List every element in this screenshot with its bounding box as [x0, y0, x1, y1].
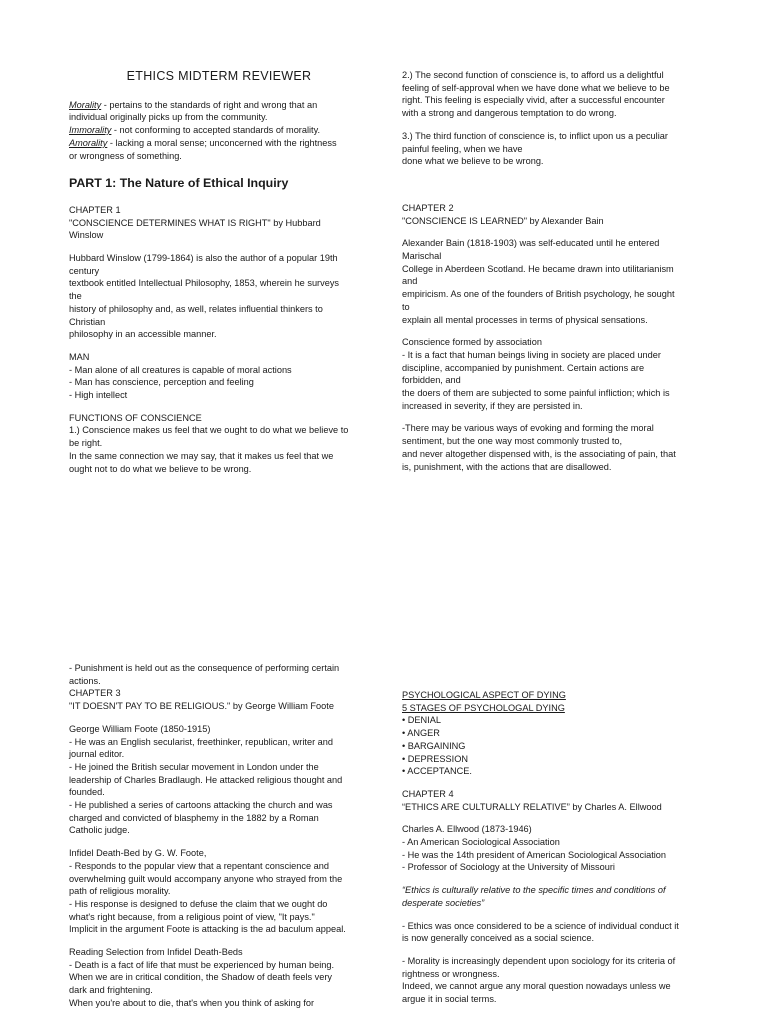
punishment-line: - Punishment is held out as the consequence of performing certain actions.	[69, 663, 340, 686]
definition-morality-text: - pertains to the standards of right and wrong that an individual originally picks up from the community.	[69, 99, 318, 123]
stages-heading: 5 STAGES OF PSYCHOLOGAL DYING	[402, 702, 565, 713]
association-section: Conscience formed by association - It is a fact that human beings living in society are placed under discipline, accompanied by punishment. Certain actions are forbidden, and the doers of them are subjected to some painful infliction; which is increased in severity, if they are persisted in.	[402, 337, 670, 411]
second-function: 2.) The second function of conscience is, to afford us a delightful feeling of self-approval when we have done what we believe to be right. This feeling is especially vivid, after a successful encounter with a strong and dangerous temptation to do wrong.	[402, 70, 670, 119]
reading-section: Reading Selection from Infidel Death-Beds - Death is a fact of life that must be experienced by human being. When we are in critical condition, the Shadow of death feels very dark and frightening. When you're about to die, that's when you think of asking for	[69, 947, 335, 1008]
stage-item: • ACCEPTANCE.	[402, 766, 472, 777]
chapter4-heading: CHAPTER 4 “ETHICS ARE CULTURALLY RELATIVE” by Charles A. Ellwood	[402, 788, 662, 812]
stage-item: • ANGER	[402, 728, 440, 739]
page2-right-column	[402, 689, 698, 1006]
chapter1-bio: Hubbard Winslow (1799-1864) is also the author of a popular 19th century textbook entitled Intellectual Philosophy, 1853, wherein he surveys the history of philosophy and, as well, relates influential thinkers to Christian philosophy in an accessible manner.	[69, 253, 340, 340]
stage-item: • DEPRESSION	[402, 753, 469, 764]
stage-item: • DENIAL	[402, 715, 441, 726]
dying-heading: PSYCHOLOGICAL ASPECT OF DYING	[402, 690, 566, 700]
chapter1-heading: CHAPTER 1 "CONSCIENCE DETERMINES WHAT IS RIGHT" by Hubbard Winslow	[69, 204, 321, 241]
page1-left-column	[69, 70, 369, 475]
page1-right-column	[402, 69, 694, 473]
term-amorality: Amorality	[69, 137, 108, 148]
infidel-section: Infidel Death-Bed by G. W. Foote, - Responds to the popular view that a repentant conscience and overwhelming guilt would accompany anyone who strayed from the path of religious morality. - His response is designed to defuse the claim that we ought do what's right because, from a religious point of view, "It pays." Implicit in the argument Foote is attacking is the ad baculum appeal.	[69, 848, 346, 935]
functions-section: FUNCTIONS OF CONSCIENCE 1.) Conscience makes us feel that we ought to do what we believe to be right. In the same connection we may say, that it makes us feel that we ought not to do what we believe to be wrong.	[69, 412, 349, 474]
document-title: ETHICS MIDTERM REVIEWER	[126, 69, 312, 83]
definition-amorality	[69, 137, 369, 162]
definition-morality	[69, 99, 369, 124]
term-morality: Morality	[69, 99, 102, 110]
chapter4-bio: Charles A. Ellwood (1873-1946) - An American Sociological Association - He was the 14th president of American Sociological Association - Professor of Sociology at the University of Missouri	[402, 824, 667, 873]
definition-immorality	[69, 124, 369, 137]
man-section: MAN - Man alone of all creatures is capable of moral actions - Man has conscience, perception and feeling - High intellect	[69, 351, 292, 401]
definition-amorality-text: - lacking a moral sense; unconcerned with the rightness or wrongness of something.	[69, 137, 337, 161]
chapter3-bio: George William Foote (1850-1915) - He was an English secularist, freethinker, republican, writer and journal editor. - He joined the British secular movement in London under the leadership of Charles Bradlaugh. He attacked religious thought and founded. - He published a series of cartoons attacking the church and was charged and convicted of blasphemy in the 1882 by a Roman Catholic judge.	[69, 723, 343, 836]
chapter4-quote: “Ethics is culturally relative to the specific times and conditions of desperate societies”	[402, 885, 666, 908]
page2-left-column	[69, 662, 369, 1010]
stage-item: • BARGAINING	[402, 740, 466, 751]
part-heading: PART 1: The Nature of Ethical Inquiry	[69, 176, 289, 191]
term-immorality: Immorality	[69, 125, 112, 136]
definition-immorality-text: - not conforming to accepted standards of morality.	[111, 125, 321, 136]
chapter4-point1: - Ethics was once considered to be a science of individual conduct it is now generally conceived as a social science.	[402, 920, 679, 944]
chapter2-bio: Alexander Bain (1818-1903) was self-educated until he entered Marischal College in Aberdeen Scotland. He became drawn into utilitarianism and empiricism. As one of the founders of British psychology, he sought to explain all mental processes in terms of physical sensations.	[402, 238, 675, 325]
moral-sentiment: -There may be various ways of evoking and forming the moral sentiment, but the one way most commonly trusted to, and never altogether dispensed with, is the associating of pain, that is, punishment, with the actions that are disallowed.	[402, 423, 676, 472]
chapter4-point2: - Morality is increasingly dependent upon sociology for its criteria of rightness or wrongness. Indeed, we cannot argue any moral question nowadays unless we argue it in social terms.	[402, 955, 676, 1005]
third-function: 3.) The third function of conscience is, to inflict upon us a peculiar painful feeling, when we have done what we believe to be wrong.	[402, 130, 668, 167]
chapter3-heading: CHAPTER 3 "IT DOESN'T PAY TO BE RELIGIOUS." by George William Foote	[69, 688, 334, 712]
chapter2-heading: CHAPTER 2 "CONSCIENCE IS LEARNED" by Alexander Bain	[402, 202, 604, 226]
